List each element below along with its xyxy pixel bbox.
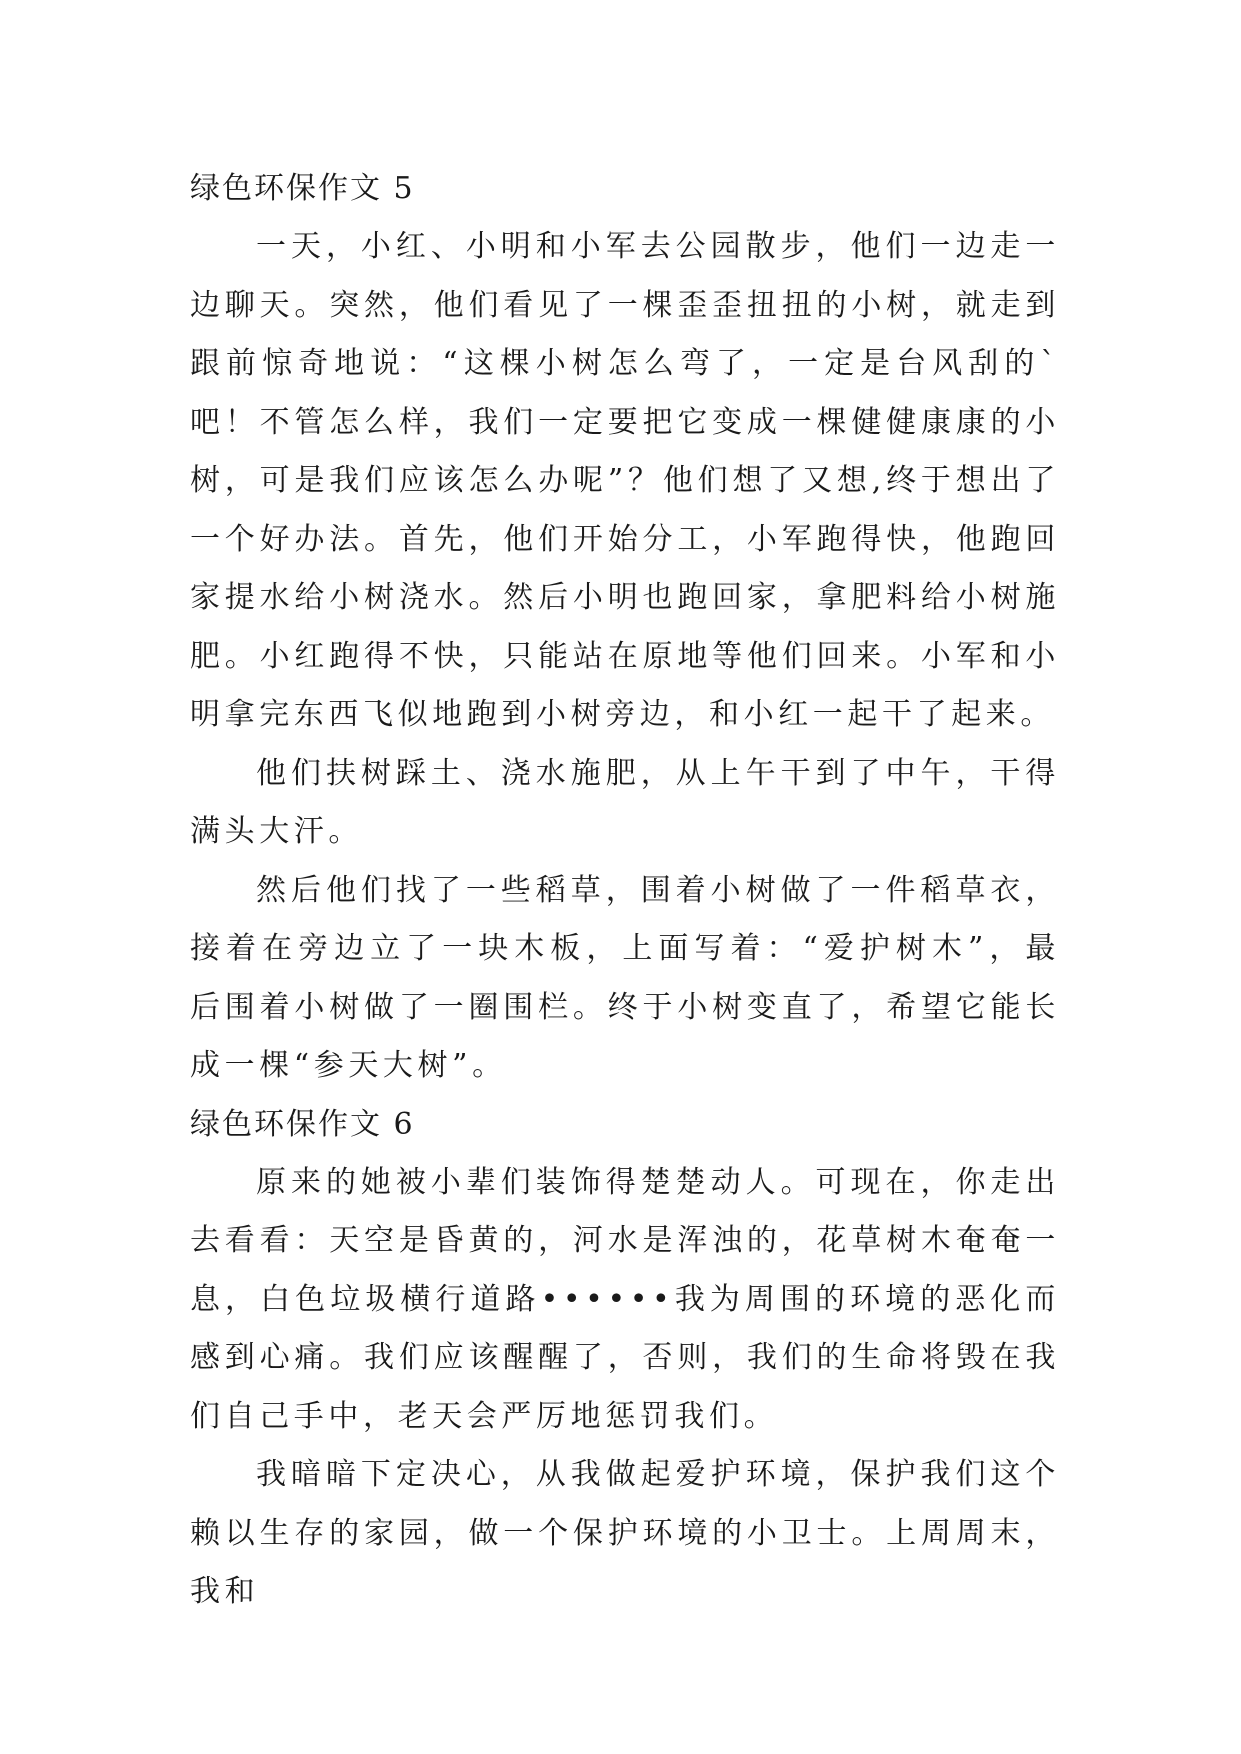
paragraph: 他们扶树踩土、浇水施肥，从上午干到了中午，干得满头大汗。 xyxy=(190,755,1060,849)
paragraph: 一天，小红、小明和小军去公园散步，他们一边走一边聊天。突然，他们看见了一棵歪歪扭扭的小树，就走到跟前惊奇地说：“这棵小树怎么弯了，一定是台风刮的`吧！不管怎么样，我们一定要把它变成一棵健健康康的小树，可是我们应该怎么办呢”？他们想了又想,终于想出了一个好办法。首先，他们开始分工，小军跑得快，他跑回家提水给小树浇水。然后小明也跑回家，拿肥料给小树施肥。小红跑得不快，只能站在原地等他们回来。小军和小明拿完东西飞似地跑到小树旁边，和小红一起干了起来。 xyxy=(190,229,1060,732)
essay-6 xyxy=(190,1096,1060,1622)
paragraph: 原来的她被小辈们装饰得楚楚动人。可现在，你走出去看看：天空是昏黄的，河水是浑浊的，花草树木奄奄一息，白色垃圾横行道路••••••我为周围的环境的恶化而感到心痛。我们应该醒醒了，否则，我们的生命将毁在我们自己手中，老天会严厉地惩罚我们。 xyxy=(190,1164,1060,1434)
paragraph: 然后他们找了一些稻草，围着小树做了一件稻草衣，接着在旁边立了一块木板，上面写着：“爱护树木”，最后围着小树做了一圈围栏。终于小树变直了，希望它能长成一棵“参天大树”。 xyxy=(190,872,1060,1083)
essay-5 xyxy=(190,160,1060,1096)
paragraph: 我暗暗下定决心，从我做起爱护环境，保护我们这个赖以生存的家园，做一个保护环境的小卫士。上周周末，我和 xyxy=(190,1457,1060,1609)
document-body xyxy=(190,160,1060,1622)
essay-title: 绿色环保作文 5 xyxy=(190,171,415,206)
essay-title: 绿色环保作文 6 xyxy=(190,1106,415,1142)
